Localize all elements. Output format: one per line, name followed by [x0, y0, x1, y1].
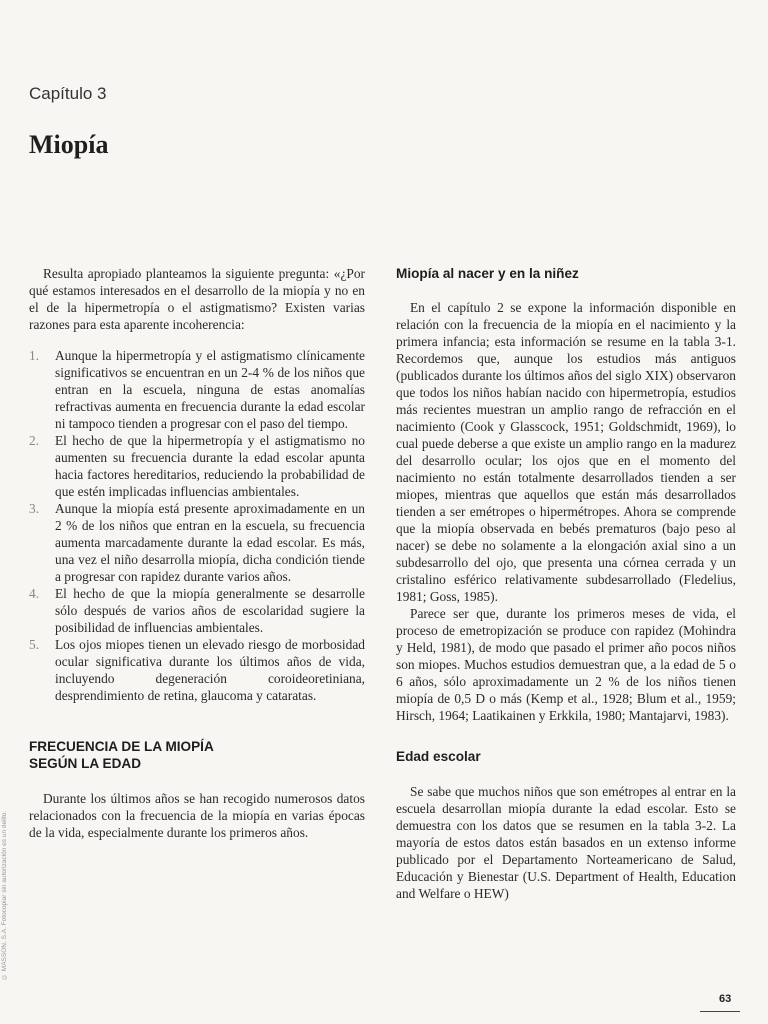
list-number: 5.: [29, 637, 40, 652]
section-paragraph: Durante los últimos años se han recogido numerosos datos relacionados con la frecuencia de la miopía en varias épocas de la vida, especialmente durante los primeros años.: [29, 791, 365, 840]
right-column: [396, 265, 736, 902]
subheading-school-age: Edad escolar: [396, 749, 481, 764]
list-number: 1.: [29, 348, 40, 363]
list-item: [29, 500, 365, 585]
page-number-rule: [700, 1011, 740, 1012]
list-number: 3.: [29, 501, 40, 516]
list-text: Los ojos miopes tienen un elevado riesgo de morbosidad ocular significativa durante los últimos años de vida, incluyendo degeneración coroideoretiniana, desprendimiento de retina, glaucoma y cataratas.: [55, 637, 365, 703]
copyright-notice: © MASSON, S.A. Fotocopiar sin autorización es un delito.: [1, 810, 8, 980]
list-text: El hecho de que la miopía generalmente se desarrolle sólo después de varios años de escolaridad sugiere la posibilidad de influencias ambientales.: [55, 586, 365, 635]
reasons-list: [29, 347, 365, 704]
list-item: [29, 636, 365, 704]
paragraph: Se sabe que muchos niños que son emétropes al entrar en la escuela desarrollan miopía durante la edad escolar. Esto se demuestra con los datos que se resumen en la tabla 3-2. La mayoría de estos datos están basados en un extenso informe publicado por el Departamento Norteamericano de Salud, Educación y Bienestar (U.S. Department of Health, Education and Welfare o HEW): [396, 784, 736, 901]
left-column: [29, 265, 365, 841]
list-text: Aunque la miopía está presente aproximadamente en un 2 % de los niños que entran en la escuela, su frecuencia aumenta marcadamente durante la edad escolar. Es más, una vez el niño desarrolla miopía, dicha condición tiende a progresar con rapidez durante varios años.: [55, 501, 365, 584]
intro-paragraph: Resulta apropiado planteamos la siguiente pregunta: «¿Por qué estamos interesados en el desarrollo de la miopía y no en el de la hipermetropía o el astigmatismo? Existen varias razones para esta aparente incoherencia:: [29, 266, 365, 332]
list-text: Aunque la hipermetropía y el astigmatismo clínicamente significativos se encuentran en un 2-4 % de los niños que entran en la escuela, ninguna de estas anomalías refractivas aumenta en frecuencia durante la edad escolar ni tampoco tienden a progresar con el paso del tiempo.: [55, 348, 365, 431]
subheading-birth-childhood: Miopía al nacer y en la niñez: [396, 266, 579, 281]
list-number: 2.: [29, 433, 40, 448]
page-number: 63: [719, 993, 732, 1005]
paragraph: Parece ser que, durante los primeros meses de vida, el proceso de emetropización se produce con rapidez (Mohindra y Held, 1981), de modo que pasado el primer año pocos niños son miopes. Muchos estudios demuestran que, a la edad de 5 o 6 años, sólo aproximadamente un 2 % de los niños tienen miopía de 0,5 D o más (Kemp et al., 1928; Blum et al., 1959; Hirsch, 1964; Laatikainen y Erkkila, 1980; Mantajarvi, 1983).: [396, 606, 736, 723]
section-heading-line1: FRECUENCIA DE LA MIOPÍA: [29, 739, 214, 754]
section-heading: [29, 738, 365, 772]
list-text: El hecho de que la hipermetropía y el astigmatismo no aumenten su frecuencia durante la edad escolar apunta hacia factores hereditarios, reduciendo la probabilidad de que estén implicadas influencias ambientales.: [55, 433, 365, 499]
chapter-label: Capítulo 3: [29, 84, 107, 103]
paragraph: En el capítulo 2 se expone la información disponible en relación con la frecuencia de la miopía en el nacimiento y la primera infancia; esta información se resume en la tabla 3-1. Recordemos que, aunque los estudios más antiguos (publicados durante los últimos años del siglo XIX) observaron que todos los niños habían nacido con hipermetropía, estudios más recientes muestran un amplio rango de refracción en el nacimiento (Cook y Glasscock, 1951; Goldschmidt, 1969), lo cual puede deberse a que existe un amplio rango en la madurez del desarrollo ocular; los ojos que en el momento del nacimiento no están totalmente desarrollados tienden a ser miopes, mientras que aquellos que están más desarrollados tienden a ser emétropes o hipermétropes. Ahora se comprende que la miopía observada en bebés prematuros (bajo peso al nacer) se debe no solamente a la elongación axial sino a un subdesarrollo del ojo, que presenta una córnea cerrada y un cristalino esférico relativamente subdesarrollado (Fledelius, 1981; Goss, 1985).: [396, 300, 736, 604]
list-item: [29, 432, 365, 500]
list-item: [29, 347, 365, 432]
list-item: [29, 585, 365, 636]
chapter-title: Miopía: [29, 130, 109, 159]
list-number: 4.: [29, 586, 40, 601]
section-heading-line2: SEGÚN LA EDAD: [29, 756, 142, 771]
